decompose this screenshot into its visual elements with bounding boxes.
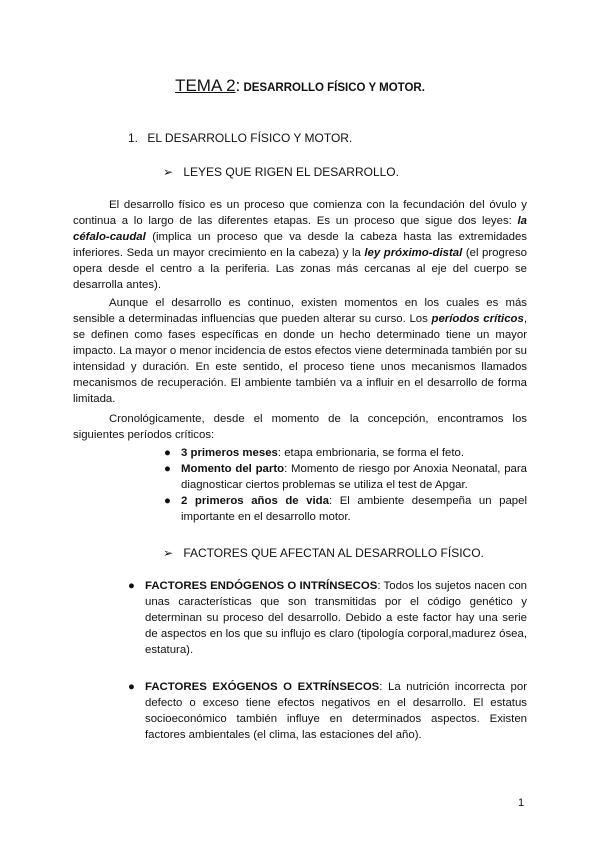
bullet-icon: ● (164, 495, 171, 507)
paragraph3-text: Cronológicamente, desde el momento de la concepción, encontramos los siguientes períodos críticos: (73, 413, 527, 441)
term-cefalo-caudal: la céfalo-caudal (73, 215, 527, 243)
subheading-leyes-label: LEYES QUE RIGEN EL DESARROLLO. (183, 165, 399, 179)
section-heading (128, 130, 352, 146)
subheading-leyes (163, 164, 399, 180)
paragraph2-text1: Aunque el desarrollo es continuo, existen momentos en los cuales es más sensible a determinadas influencias que pueden alterar su curso. Los (73, 297, 527, 325)
bullet-icon: ● (164, 463, 171, 475)
arrow-bullet-icon: ➢ (163, 546, 174, 560)
list-item-term: 2 primeros años de vida (181, 495, 329, 507)
paragraph-cronologicamente (73, 411, 527, 443)
paragraph-desarrollo-fisico (73, 197, 527, 293)
subheading-factores (163, 545, 484, 561)
term-proximo-distal: ley próximo-distal (364, 247, 463, 259)
section-number: 1. (128, 131, 139, 145)
bullet-icon: ● (128, 580, 135, 592)
list-item-text: : etapa embrionaria, se forma el feto. (277, 447, 465, 459)
factor-term: FACTORES ENDÓGENOS O INTRÍNSECOS (145, 580, 378, 592)
factor-exogenos (128, 679, 527, 743)
list-item-term: Momento del parto (181, 463, 285, 475)
list-item-text: : Momento de riesgo por Anoxia Neonatal, para diagnosticar ciertos problemas se utiliza el test de Apgar. (181, 463, 527, 491)
list-item (163, 493, 527, 525)
bullet-icon: ● (164, 447, 171, 459)
subheading-factores-label: FACTORES QUE AFECTAN AL DESARROLLO FÍSICO. (183, 546, 484, 560)
critical-periods-list (163, 445, 527, 525)
factor-text: : La nutrición incorrecta por defecto o exceso tiene efectos negativos en el desarrollo. El estatus socioeconómico también influye en determinados aspectos. Existen factores ambientales (el clima, las estaciones del año). (145, 681, 527, 741)
paragraph-periodos-criticos (73, 295, 527, 407)
list-item (163, 461, 527, 493)
factor-text: : Todos los sujetos nacen con unas características que son transmitidas por el código genético y determinan su proceso del desarrollo. Debido a este factor hay una serie de aspectos en los que su influjo es claro (tipología corporal,madurez ósea, estatura). (145, 580, 527, 656)
list-item (163, 445, 527, 461)
paragraph1-text2: (implica un proceso que va desde la cabeza hasta las extremidades inferiores. Seda un mayor crecimiento en la cabeza) y la (73, 231, 527, 259)
title-subtitle: DESARROLLO FÍSICO Y MOTOR. (240, 82, 425, 94)
page-number: 1 (518, 797, 525, 809)
paragraph1-text1: El desarrollo físico es un proceso que comienza con la fecundación del óvulo y continua a lo largo de las diferentes etapas. Es un proceso que sigue dos leyes: (73, 199, 527, 227)
list-item-term: 3 primeros meses (181, 447, 278, 459)
paragraph2-text2: , se definen como fases específicas en donde un hecho determinado tiene un mayor impacto. La mayor o menor incidencia de estos efectos viene determinada también por su intensidad y duración. En este sentido, el proceso tiene unos mecanismos llamados mecanismos de recuperación. El ambiente también va a influir en el desarrollo de forma limitada. (73, 313, 527, 405)
bullet-icon: ● (128, 681, 135, 693)
page-title (0, 76, 600, 98)
section-label: EL DESARROLLO FÍSICO Y MOTOR. (147, 131, 353, 145)
arrow-bullet-icon: ➢ (163, 165, 174, 179)
list-item-text: : El ambiente desempeña un papel importante en el desarrollo motor. (181, 495, 527, 523)
term-periodos-criticos: períodos críticos (431, 313, 524, 325)
paragraph1-text3: (el progreso opera desde el centro a la periferia. Las zonas más cercanas al eje del cuerpo se desarrolla antes). (73, 247, 527, 291)
factor-term: FACTORES EXÓGENOS O EXTRÍNSECOS (145, 681, 380, 693)
title-colon: : (235, 76, 241, 95)
factor-endogenos (128, 578, 527, 658)
title-tema: TEMA 2 (175, 76, 236, 95)
